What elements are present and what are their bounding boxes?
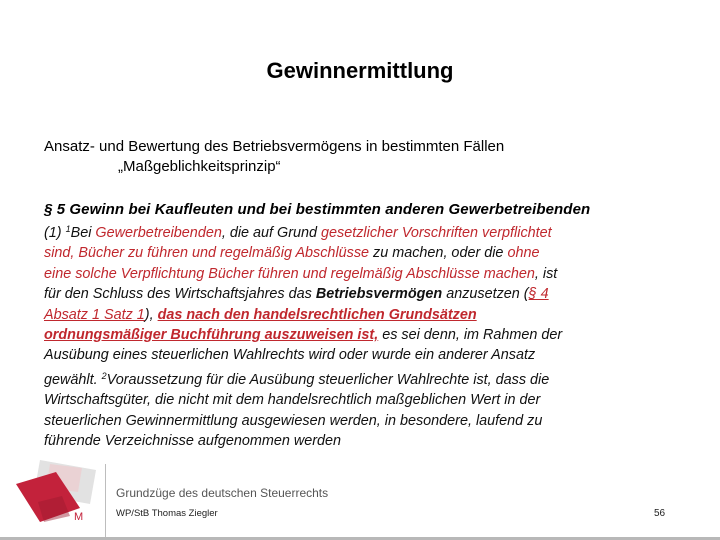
subtitle-line-2: „Maßgeblichkeitsprinzip“ — [118, 158, 281, 175]
page-title: Gewinnermittlung — [266, 58, 454, 83]
law-line: sind, Bücher zu führen und regelmäßig Abschlüsse zu machen, oder die ohne — [44, 245, 540, 262]
law-line: ordnungsmäßiger Buchführung auszuweisen ist, es sei denn, im Rahmen der — [44, 327, 563, 344]
law-line: für den Schluss des Wirtschaftsjahres das Betriebsvermögen anzusetzen (§ 4 — [44, 286, 549, 303]
footer-course-title: Grundzüge des deutschen Steuerrechts — [116, 486, 329, 500]
law-line: gewählt. $^2$Voraussetzung für die Ausübung steuerlicher Wahlrechte ist, dass die — [44, 370, 550, 388]
law-line: (1) $^1$Bei Gewerbetreibenden, die auf Grund gesetzlicher Vorschriften verpflichtet — [44, 224, 552, 241]
law-text — [44, 219, 684, 451]
law-line: eine solche Verpflichtung Bücher führen und regelmäßig Abschlüsse machen, ist — [44, 265, 558, 282]
university-logo — [10, 458, 102, 538]
law-heading: § 5 Gewinn bei Kaufleuten und bei bestimmten anderen Gewerbetreibenden — [44, 201, 591, 218]
law-reference-link[interactable]: Absatz 1 Satz 1 — [44, 306, 145, 323]
law-reference-link[interactable]: § 4 — [528, 286, 549, 303]
law-line: Ausübung eines steuerlichen Wahlrechts wird oder wurde ein anderer Ansatz — [44, 347, 536, 364]
subtitle-line-1: Ansatz- und Bewertung des Betriebsvermögens in bestimmten Fällen — [44, 138, 505, 155]
footer-divider — [105, 464, 106, 540]
law-line: Wirtschaftsgüter, die nicht mit dem handelsrechtlich maßgeblichen Wert in der — [44, 392, 541, 409]
logo-letter: M — [74, 511, 84, 523]
law-line: führende Verzeichnisse aufgenommen werden — [44, 433, 342, 450]
law-line: Absatz 1 Satz 1), das nach den handelsrechtlichen Grundsätzen — [44, 306, 477, 323]
law-line: steuerlichen Gewinnermittlung ausgewiesen werden, in besondere, laufend zu — [44, 412, 543, 429]
page-number: 56 — [654, 508, 666, 519]
footer-author: WP/StB Thomas Ziegler — [116, 508, 218, 519]
